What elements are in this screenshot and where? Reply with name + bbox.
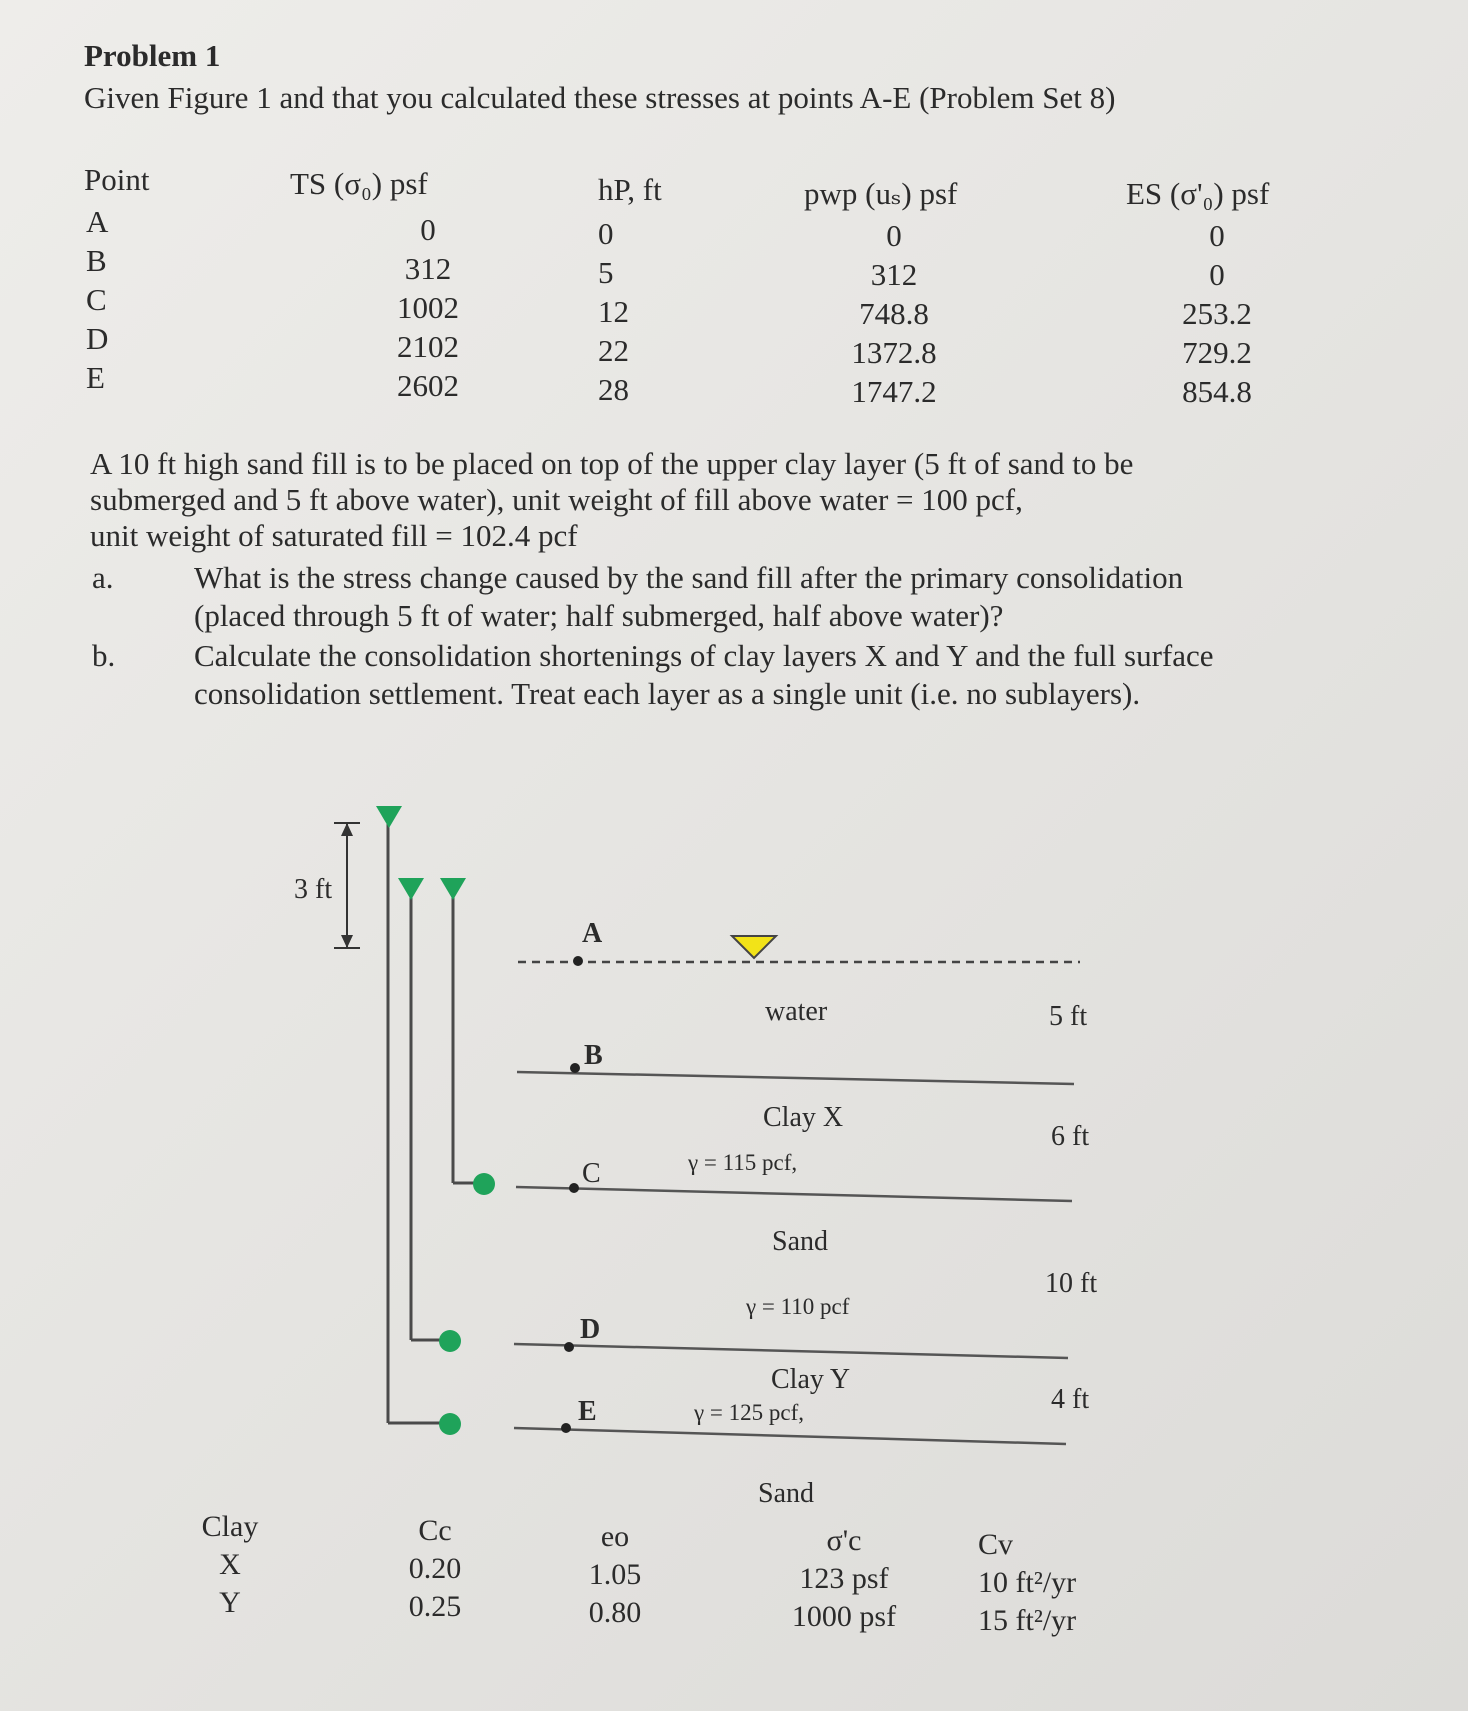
clay-x-name: X — [219, 1548, 241, 1581]
paragraph-line-1: A 10 ft high sand fill is to be placed on top of the upper clay layer (5 ft of sand to be — [90, 446, 1134, 481]
pwp-value-d: 1372.8 — [851, 335, 937, 370]
eo-x: 1.05 — [588, 1558, 642, 1591]
label-d: D — [580, 1314, 601, 1345]
header-pwp: pwp (uₛ) psf — [804, 176, 958, 211]
sigma-c-x: 123 psf — [799, 1562, 889, 1595]
layer-sand-bottom-label: Sand — [758, 1478, 814, 1509]
es-value-e: 854.8 — [1182, 374, 1252, 409]
hp-value-a: 0 — [598, 216, 614, 251]
es-value-b: 0 — [1209, 257, 1225, 292]
clay-y-name: Y — [219, 1586, 241, 1619]
point-a-dot — [573, 956, 583, 966]
thickness-water: 5 ft — [1049, 1001, 1088, 1032]
cc-column — [390, 1512, 480, 1626]
eo-column — [570, 1518, 660, 1632]
clay-x-unit-weight: γ = 115 pcf, — [688, 1150, 798, 1175]
question-b-label: b. — [92, 638, 116, 673]
sigma-c-column — [774, 1522, 914, 1636]
label-a: A — [582, 918, 603, 949]
cv-y: 15 ft²/yr — [978, 1604, 1077, 1637]
point-b: B — [86, 243, 107, 278]
hp-value-d: 22 — [598, 333, 629, 368]
piezometer-c — [440, 878, 495, 1195]
ts-value-e: 2602 — [397, 368, 459, 403]
question-a-line-2: (placed through 5 ft of water; half submerged, half above water)? — [194, 598, 1004, 633]
clay-header: Clay — [201, 1510, 259, 1543]
paragraph-line-2: submerged and 5 ft above water), unit weight of fill above water = 100 pcf, — [90, 482, 1023, 517]
eo-header: eo — [600, 1520, 630, 1553]
intro-text: Given Figure 1 and that you calculated these stresses at points A-E (Problem Set 8) — [84, 80, 1116, 115]
clay-y-unit-weight: γ = 125 pcf, — [694, 1400, 805, 1425]
layer-clay-y-label: Clay Y — [771, 1364, 851, 1395]
point-a: A — [86, 204, 109, 239]
thickness-clay-y: 4 ft — [1051, 1384, 1090, 1415]
label-c: C — [582, 1158, 601, 1189]
eo-y: 0.80 — [588, 1596, 642, 1629]
pwp-value-a: 0 — [886, 218, 902, 253]
header-point: Point — [84, 162, 150, 197]
problem-title: Problem 1 — [84, 38, 221, 73]
point-b-dot — [570, 1063, 580, 1073]
boundary-b — [517, 1072, 1074, 1084]
hp-value-b: 5 — [598, 255, 614, 290]
point-e: E — [86, 360, 105, 395]
point-c: C — [86, 282, 107, 317]
hp-value-c: 12 — [598, 294, 629, 329]
pwp-value-c: 748.8 — [859, 296, 929, 331]
water-level-marker — [732, 936, 776, 958]
clay-column — [192, 1508, 268, 1622]
boundary-d — [514, 1344, 1068, 1358]
boundary-e — [514, 1428, 1066, 1444]
cv-x: 10 ft²/yr — [978, 1566, 1077, 1599]
thickness-clay-x: 6 ft — [1051, 1121, 1090, 1152]
hp-value-e: 28 — [598, 372, 629, 407]
header-hp: hP, ft — [598, 172, 662, 207]
point-e-dot — [561, 1423, 571, 1433]
cv-header: Cv — [978, 1528, 1014, 1561]
pwp-value-b: 312 — [870, 257, 918, 292]
layer-sand-label: Sand — [772, 1226, 828, 1257]
ts-value-a: 0 — [420, 212, 436, 247]
layer-water-label: water — [765, 996, 828, 1027]
dimension-label: 3 ft — [294, 874, 333, 905]
cc-x: 0.20 — [408, 1552, 462, 1585]
ts-value-c: 1002 — [397, 290, 459, 325]
question-a-line-1: What is the stress change caused by the sand fill after the primary consolidation — [194, 560, 1184, 595]
question-b-line-1: Calculate the consolidation shortenings of clay layers X and Y and the full surface — [194, 638, 1214, 673]
label-b: B — [584, 1040, 603, 1071]
es-value-d: 729.2 — [1182, 335, 1252, 370]
pwp-value-e: 1747.2 — [851, 374, 937, 409]
sigma-c-header: σ'c — [826, 1524, 862, 1557]
point-d: D — [86, 321, 109, 356]
paragraph-line-3: unit weight of saturated fill = 102.4 pcf — [90, 518, 578, 553]
ts-value-d: 2102 — [397, 329, 459, 364]
point-c-dot — [569, 1183, 579, 1193]
header-es: ES (σ'₀) psf — [1126, 176, 1270, 211]
label-e: E — [578, 1396, 597, 1427]
layer-clay-x-label: Clay X — [763, 1102, 844, 1133]
point-d-dot — [564, 1342, 574, 1352]
question-a-label: a. — [92, 560, 114, 595]
sigma-c-y: 1000 psf — [791, 1600, 897, 1633]
cv-column — [978, 1526, 1076, 1640]
thickness-sand: 10 ft — [1045, 1268, 1098, 1299]
header-ts: TS (σ₀) psf — [290, 166, 428, 201]
sand-unit-weight: γ = 110 pcf — [746, 1294, 850, 1319]
question-b-line-2: consolidation settlement. Treat each layer as a single unit (i.e. no sublayers). — [194, 676, 1141, 711]
ts-value-b: 312 — [404, 251, 452, 286]
cc-header: Cc — [418, 1514, 452, 1547]
es-value-a: 0 — [1209, 218, 1225, 253]
dimension-3ft — [334, 823, 360, 948]
es-value-c: 253.2 — [1182, 296, 1252, 331]
cc-y: 0.25 — [408, 1590, 462, 1623]
